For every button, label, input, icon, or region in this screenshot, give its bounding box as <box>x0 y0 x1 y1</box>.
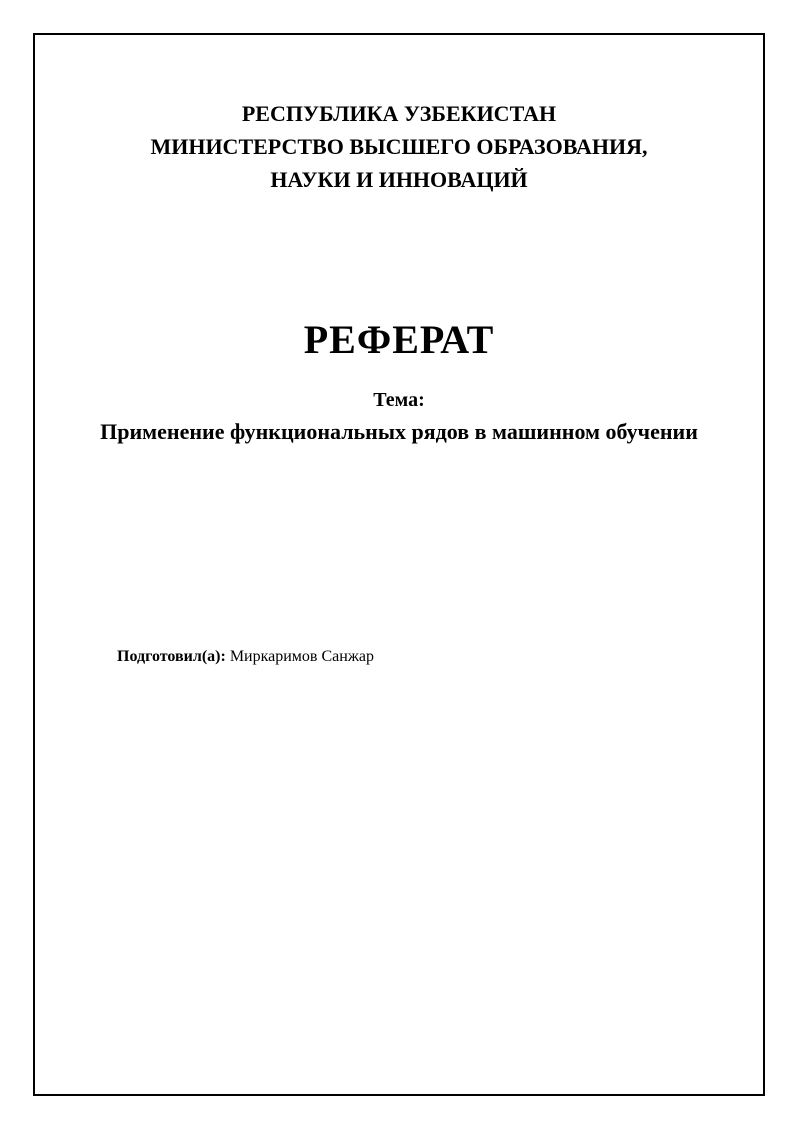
ministry-heading-continued: НАУКИ И ИННОВАЦИЙ <box>270 167 528 192</box>
author-label: Подготовил(а): <box>117 648 226 665</box>
document-type-title: РЕФЕРАТ <box>303 317 495 362</box>
ministry-heading: МИНИСТЕРСТВО ВЫСШЕГО ОБРАЗОВАНИЯ, <box>150 134 648 159</box>
author-name: Миркаримов Санжар <box>229 648 374 665</box>
page-border <box>33 33 765 1096</box>
author-line <box>117 646 374 668</box>
topic-label: Тема: <box>373 389 425 411</box>
country-heading: РЕСПУБЛИКА УЗБЕКИСТАН <box>241 101 557 126</box>
topic-block <box>35 384 763 448</box>
header-block <box>35 97 763 196</box>
topic-title: Применение функциональных рядов в машинном обучении <box>100 419 698 444</box>
